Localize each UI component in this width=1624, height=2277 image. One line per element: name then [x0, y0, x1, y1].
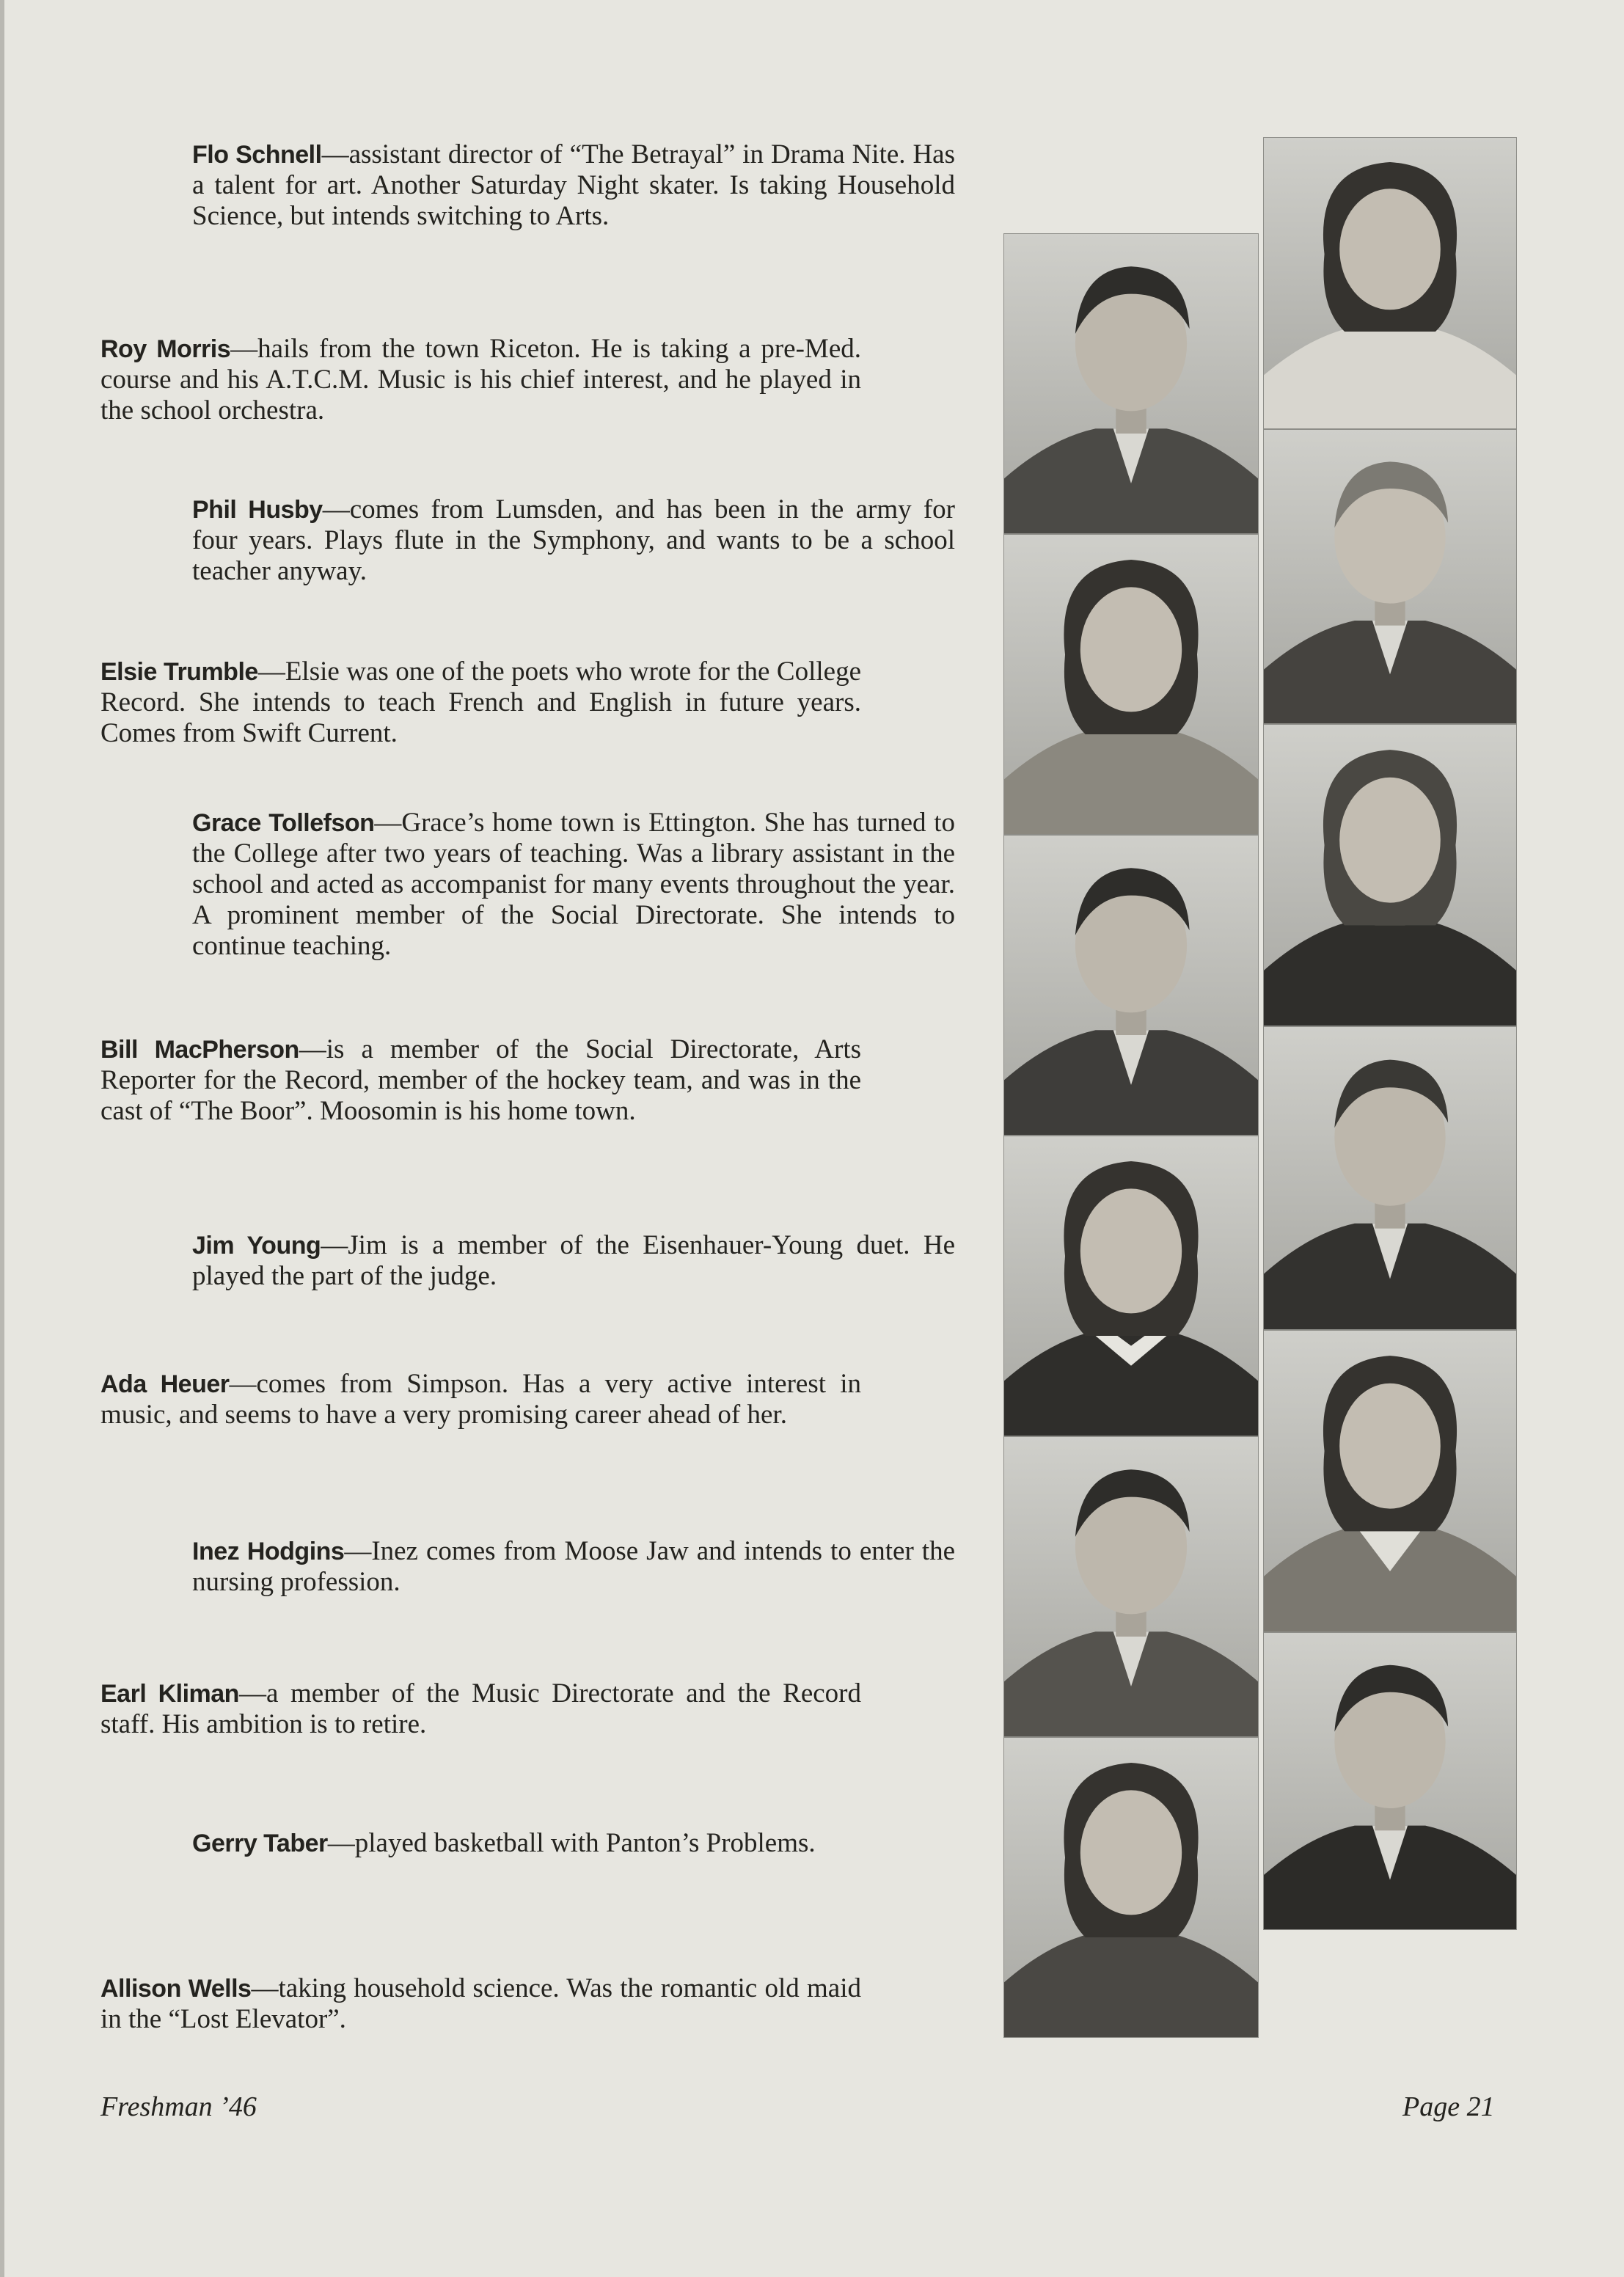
entry-name: Allison Wells: [100, 1975, 252, 2003]
entry-earl-kliman: [100, 1678, 861, 1740]
entry-name: Grace Tollefson: [192, 809, 375, 837]
entry-jim-young: [192, 1230, 955, 1292]
entry-name: Earl Kliman: [100, 1680, 239, 1708]
page-edge: [0, 0, 4, 2277]
entry-text: —taking household science. Was the romantic old maid in the “Lost Elevator”.: [100, 1973, 861, 2034]
entry-name: Elsie Trumble: [100, 658, 258, 686]
portrait-photo-bill-macpherson: [1003, 835, 1259, 1136]
entry-text: —a member of the Music Directorate and the Record staff. His ambition is to retire.: [100, 1678, 861, 1739]
entry-roy-morris: [100, 334, 861, 426]
entry-text: —Inez comes from Moose Jaw and intends to enter the nursing profession.: [192, 1536, 955, 1597]
entry-text: —comes from Lumsden, and has been in the army for four years. Plays flute in the Symphony, and wants to be a school teacher anyway.: [192, 494, 955, 586]
entry-text: —played basketball with Panton’s Problems.: [327, 1828, 816, 1858]
entry-inez-hodgins: [192, 1536, 955, 1598]
entry-name: Bill MacPherson: [100, 1036, 299, 1064]
entry-allison-wells: [100, 1973, 861, 2035]
entry-elsie-trumble: [100, 657, 861, 749]
entry-name: Roy Morris: [100, 335, 231, 363]
entry-name: Gerry Taber: [192, 1830, 328, 1857]
footer-page-number: Page 21: [1402, 2091, 1495, 2122]
portrait-photo-elsie-trumble: [1003, 534, 1259, 835]
portrait-photo-grace-tollefson: [1263, 724, 1517, 1026]
entry-name: Inez Hodgins: [192, 1538, 345, 1565]
portrait-photo-ada-heuer: [1003, 1136, 1259, 1436]
portrait-photo-gerry-taber: [1263, 1632, 1517, 1930]
portrait-photo-flo-schnell: [1263, 137, 1517, 429]
portrait-photo-inez-hodgins: [1263, 1330, 1517, 1632]
entry-grace-tollefson: [192, 808, 955, 962]
entry-name: Phil Husby: [192, 496, 323, 524]
entry-ada-heuer: [100, 1369, 861, 1430]
entry-phil-husby: [192, 494, 955, 587]
footer-publication: Freshman ’46: [100, 2091, 257, 2122]
portrait-photo-jim-young: [1263, 1026, 1517, 1330]
entry-name: Ada Heuer: [100, 1370, 230, 1398]
portrait-photo-allison-wells: [1003, 1737, 1259, 2038]
entry-text: —comes from Simpson. Has a very active interest in music, and seems to have a very promising career ahead of her.: [100, 1369, 861, 1430]
entry-flo-schnell: [192, 139, 955, 232]
entry-text: —is a member of the Social Directorate, Arts Reporter for the Record, member of the hockey team, and was in the cast of “The Boor”. Moosomin is his home town.: [100, 1034, 862, 1126]
entry-text: —Grace’s home town is Ettington. She has turned to the College after two years of teaching. Was a library assistant in the school and acted as accompanist for many events throughout the year. A prominent member of the Social Directorate. She intends to continue teaching.: [192, 808, 955, 961]
portrait-photo-phil-husby: [1263, 429, 1517, 724]
portrait-photo-earl-kliman: [1003, 1436, 1259, 1737]
entry-text: —assistant director of “The Betrayal” in Drama Nite. Has a talent for art. Another Saturday Night skater. Is taking Household Science, but intends switching to Arts.: [192, 139, 956, 231]
entry-gerry-taber: [192, 1828, 955, 1859]
entry-name: Jim Young: [192, 1232, 321, 1260]
portrait-photo-roy-morris: [1003, 233, 1259, 534]
entry-text: —Jim is a member of the Eisenhauer-Young duet. He played the part of the judge.: [192, 1230, 955, 1291]
entry-text: —Elsie was one of the poets who wrote for the College Record. She intends to teach French and English in future years. Comes from Swift Current.: [100, 657, 861, 748]
entry-name: Flo Schnell: [192, 141, 322, 169]
entry-text: —hails from the town Riceton. He is taking a pre-Med. course and his A.T.C.M. Music is his chief interest, and he played in the school orchestra.: [100, 334, 861, 425]
entry-bill-macpherson: [100, 1034, 861, 1127]
